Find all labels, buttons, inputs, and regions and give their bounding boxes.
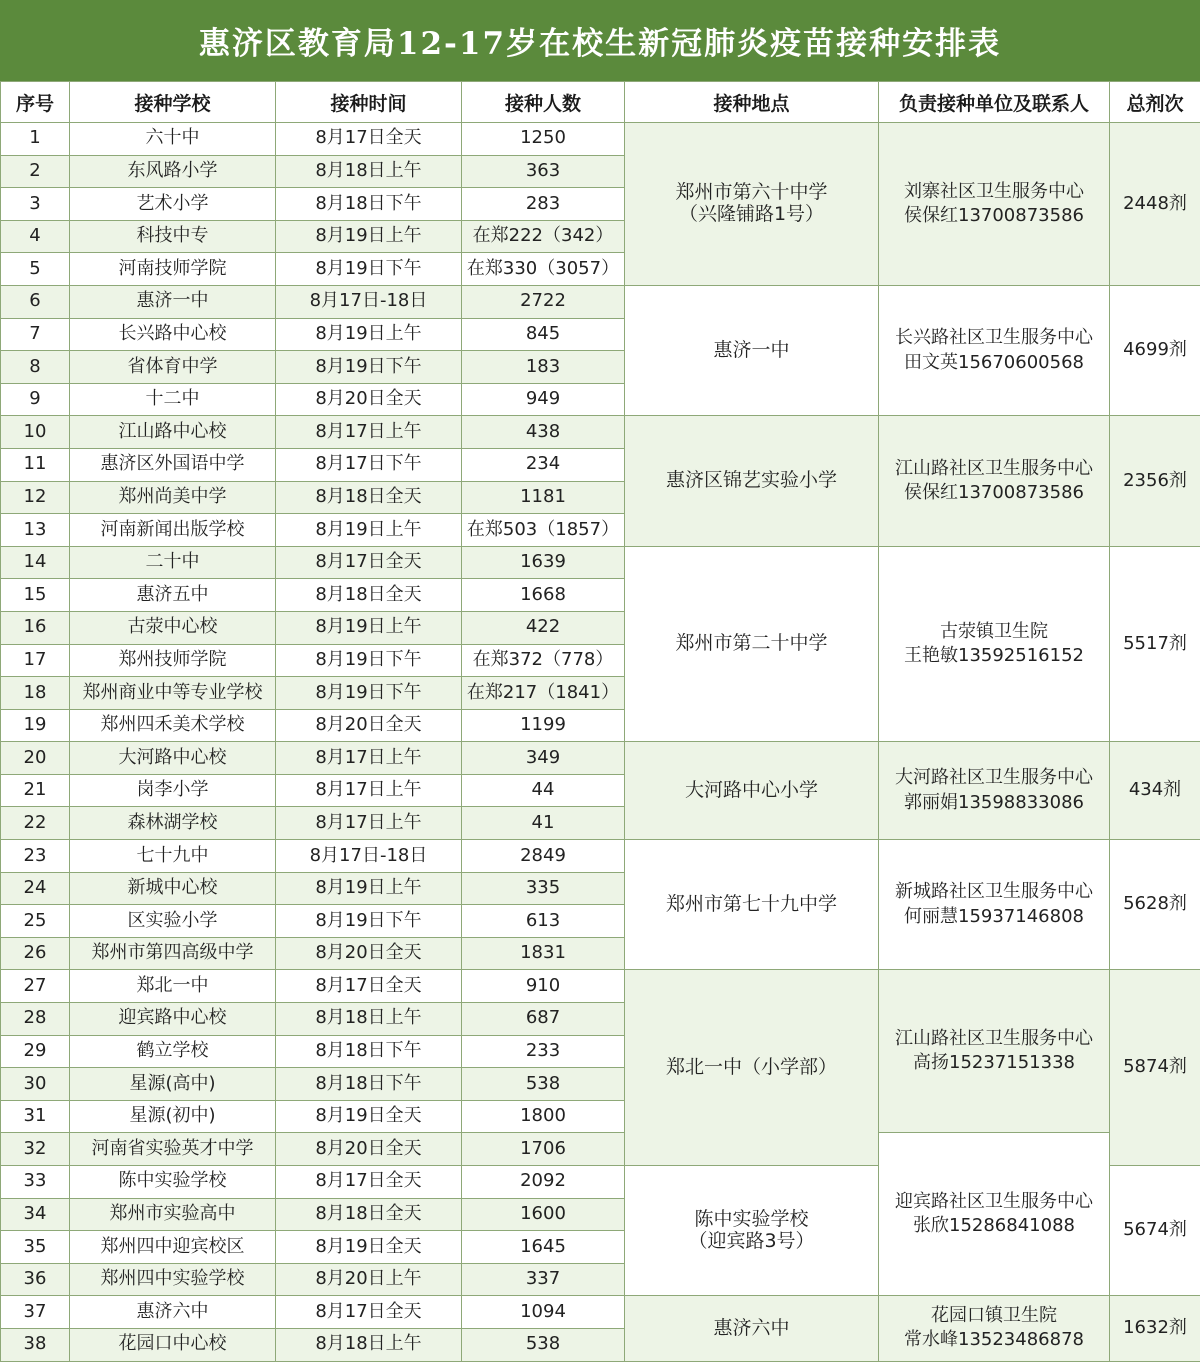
row-number: 22: [1, 807, 70, 840]
unit-contact: 侯保红13700873586: [879, 204, 1109, 228]
header-time: 接种时间: [276, 82, 462, 123]
row-number: 20: [1, 742, 70, 775]
row-time: 8月18日全天: [276, 1198, 462, 1231]
location-cell: [625, 970, 879, 1166]
row-count: 687: [462, 1003, 625, 1036]
total-doses-cell: 5874剂: [1110, 970, 1200, 1166]
row-school: 惠济五中: [70, 579, 276, 612]
unit-name: 江山路社区卫生服务中心: [879, 457, 1109, 481]
row-school: 区实验小学: [70, 905, 276, 938]
total-doses-cell: 1632剂: [1110, 1296, 1200, 1361]
header-row: [1, 82, 1200, 123]
row-number: 31: [1, 1100, 70, 1133]
row-time: 8月17日全天: [276, 546, 462, 579]
location-name: 郑州市第二十中学: [625, 633, 878, 655]
unit-name: 古荥镇卫生院: [879, 620, 1109, 644]
row-time: 8月18日全天: [276, 481, 462, 514]
row-count: 363: [462, 155, 625, 188]
row-school: 郑州商业中等专业学校: [70, 677, 276, 710]
row-number: 32: [1, 1133, 70, 1166]
row-count: 845: [462, 318, 625, 351]
row-time: 8月17日上午: [276, 774, 462, 807]
row-school: 东风路小学: [70, 155, 276, 188]
row-time: 8月18日下午: [276, 1035, 462, 1068]
row-count: 1250: [462, 123, 625, 156]
row-number: 4: [1, 220, 70, 253]
row-time: 8月19日全天: [276, 1231, 462, 1264]
row-count: 1639: [462, 546, 625, 579]
unit-contact: 郭丽娟13598833086: [879, 791, 1109, 815]
location-cell: [625, 1166, 879, 1296]
row-number: 38: [1, 1328, 70, 1361]
unit-contact: 常水峰13523486878: [879, 1328, 1109, 1352]
row-number: 9: [1, 383, 70, 416]
location-name: 郑州市第六十中学: [625, 182, 878, 204]
responsible-unit-cell: [879, 285, 1110, 415]
row-count: 422: [462, 611, 625, 644]
row-school: 郑州尚美中学: [70, 481, 276, 514]
row-number: 35: [1, 1231, 70, 1264]
table-row: [1, 546, 1200, 579]
row-number: 18: [1, 677, 70, 710]
row-number: 3: [1, 188, 70, 221]
location-name: 陈中实验学校: [625, 1209, 878, 1231]
row-time: 8月19日上午: [276, 318, 462, 351]
row-school: 惠济六中: [70, 1296, 276, 1329]
unit-name: 长兴路社区卫生服务中心: [879, 326, 1109, 350]
row-number: 26: [1, 937, 70, 970]
row-number: 12: [1, 481, 70, 514]
unit-contact: 高扬15237151338: [879, 1051, 1109, 1075]
row-school: 江山路中心校: [70, 416, 276, 449]
unit-contact: 田文英15670600568: [879, 351, 1109, 375]
page-title: 惠济区教育局12-17岁在校生新冠肺炎疫苗接种安排表: [0, 0, 1200, 81]
row-count: 1600: [462, 1198, 625, 1231]
row-time: 8月18日上午: [276, 1003, 462, 1036]
row-time: 8月19日下午: [276, 677, 462, 710]
row-time: 8月18日上午: [276, 155, 462, 188]
row-time: 8月17日全天: [276, 1166, 462, 1199]
row-time: 8月20日全天: [276, 383, 462, 416]
row-school: 鹤立学校: [70, 1035, 276, 1068]
row-time: 8月19日下午: [276, 905, 462, 938]
unit-contact: 侯保红13700873586: [879, 481, 1109, 505]
row-school: 省体育中学: [70, 351, 276, 384]
row-school: 六十中: [70, 123, 276, 156]
row-count: 1199: [462, 709, 625, 742]
location-name: 大河路中心小学: [625, 780, 878, 802]
row-school: 河南省实验英才中学: [70, 1133, 276, 1166]
unit-name: 大河路社区卫生服务中心: [879, 766, 1109, 790]
row-time: 8月20日全天: [276, 1133, 462, 1166]
vaccination-schedule-table: [0, 81, 1200, 1362]
table-row: [1, 970, 1200, 1003]
row-school: 郑州市第四高级中学: [70, 937, 276, 970]
location-cell: [625, 1296, 879, 1361]
total-doses-cell: 5517剂: [1110, 546, 1200, 742]
row-time: 8月17日上午: [276, 807, 462, 840]
row-count: 2722: [462, 285, 625, 318]
row-time: 8月19日上午: [276, 611, 462, 644]
row-school: 新城中心校: [70, 872, 276, 905]
row-time: 8月18日全天: [276, 579, 462, 612]
unit-name: 花园口镇卫生院: [879, 1304, 1109, 1328]
header-count: 接种人数: [462, 82, 625, 123]
row-time: 8月17日全天: [276, 970, 462, 1003]
row-number: 29: [1, 1035, 70, 1068]
row-school: 艺术小学: [70, 188, 276, 221]
row-count: 44: [462, 774, 625, 807]
header-school: 接种学校: [70, 82, 276, 123]
row-school: 郑州四中实验学校: [70, 1263, 276, 1296]
location-address: （兴隆铺路1号）: [625, 204, 878, 226]
unit-name: 迎宾路社区卫生服务中心: [879, 1190, 1109, 1214]
total-doses-cell: 5628剂: [1110, 840, 1200, 970]
responsible-unit-cell: [879, 840, 1110, 970]
row-number: 2: [1, 155, 70, 188]
row-time: 8月17日全天: [276, 1296, 462, 1329]
location-cell: [625, 742, 879, 840]
table-row: [1, 840, 1200, 873]
row-school: 郑州四禾美术学校: [70, 709, 276, 742]
row-school: 岗李小学: [70, 774, 276, 807]
row-number: 13: [1, 514, 70, 547]
location-cell: [625, 416, 879, 546]
row-time: 8月17日下午: [276, 448, 462, 481]
responsible-unit-cell: [879, 1133, 1110, 1296]
header-unit: 负责接种单位及联系人: [879, 82, 1110, 123]
row-school: 河南技师学院: [70, 253, 276, 286]
row-school: 古荥中心校: [70, 611, 276, 644]
row-number: 25: [1, 905, 70, 938]
location-name: 惠济区锦艺实验小学: [625, 470, 878, 492]
row-school: 迎宾路中心校: [70, 1003, 276, 1036]
row-school: 郑州四中迎宾校区: [70, 1231, 276, 1264]
row-school: 河南新闻出版学校: [70, 514, 276, 547]
row-count: 613: [462, 905, 625, 938]
row-count: 1668: [462, 579, 625, 612]
row-time: 8月19日下午: [276, 351, 462, 384]
row-number: 19: [1, 709, 70, 742]
row-number: 7: [1, 318, 70, 351]
header-no: 序号: [1, 82, 70, 123]
table-row: [1, 1296, 1200, 1329]
row-count: 在郑503（1857）: [462, 514, 625, 547]
row-number: 8: [1, 351, 70, 384]
row-time: 8月20日上午: [276, 1263, 462, 1296]
responsible-unit-cell: [879, 1296, 1110, 1361]
row-count: 1800: [462, 1100, 625, 1133]
row-number: 14: [1, 546, 70, 579]
row-count: 1831: [462, 937, 625, 970]
row-count: 在郑217（1841）: [462, 677, 625, 710]
row-time: 8月18日上午: [276, 1328, 462, 1361]
row-number: 15: [1, 579, 70, 612]
location-name: 惠济一中: [625, 340, 878, 362]
location-cell: [625, 840, 879, 970]
location-cell: [625, 123, 879, 286]
row-number: 17: [1, 644, 70, 677]
location-cell: [625, 546, 879, 742]
total-doses-cell: 434剂: [1110, 742, 1200, 840]
row-number: 11: [1, 448, 70, 481]
row-count: 910: [462, 970, 625, 1003]
row-number: 5: [1, 253, 70, 286]
row-count: 538: [462, 1068, 625, 1101]
row-school: 星源(高中): [70, 1068, 276, 1101]
row-school: 郑北一中: [70, 970, 276, 1003]
table-row: [1, 1133, 1200, 1166]
row-time: 8月19日下午: [276, 253, 462, 286]
row-count: 949: [462, 383, 625, 416]
header-location: 接种地点: [625, 82, 879, 123]
row-count: 337: [462, 1263, 625, 1296]
row-count: 1645: [462, 1231, 625, 1264]
row-count: 538: [462, 1328, 625, 1361]
header-total: 总剂次: [1110, 82, 1200, 123]
table-row: [1, 285, 1200, 318]
row-number: 30: [1, 1068, 70, 1101]
row-count: 349: [462, 742, 625, 775]
row-time: 8月19日上午: [276, 514, 462, 547]
row-time: 8月18日下午: [276, 1068, 462, 1101]
row-school: 十二中: [70, 383, 276, 416]
row-count: 234: [462, 448, 625, 481]
row-number: 36: [1, 1263, 70, 1296]
row-school: 郑州市实验高中: [70, 1198, 276, 1231]
row-school: 陈中实验学校: [70, 1166, 276, 1199]
row-count: 1706: [462, 1133, 625, 1166]
row-school: 森林湖学校: [70, 807, 276, 840]
row-count: 1094: [462, 1296, 625, 1329]
responsible-unit-cell: [879, 970, 1110, 1133]
row-count: 183: [462, 351, 625, 384]
row-school: 惠济区外国语中学: [70, 448, 276, 481]
row-time: 8月17日上午: [276, 416, 462, 449]
location-address: （迎宾路3号）: [625, 1231, 878, 1253]
total-doses-cell: 4699剂: [1110, 285, 1200, 415]
total-doses-cell: 5674剂: [1110, 1166, 1200, 1296]
row-number: 6: [1, 285, 70, 318]
row-count: 在郑222（342）: [462, 220, 625, 253]
row-count: 2092: [462, 1166, 625, 1199]
responsible-unit-cell: [879, 742, 1110, 840]
unit-name: 江山路社区卫生服务中心: [879, 1027, 1109, 1051]
row-number: 16: [1, 611, 70, 644]
location-cell: [625, 285, 879, 415]
row-school: 科技中专: [70, 220, 276, 253]
row-time: 8月19日全天: [276, 1100, 462, 1133]
table-row: [1, 742, 1200, 775]
row-school: 长兴路中心校: [70, 318, 276, 351]
row-count: 233: [462, 1035, 625, 1068]
responsible-unit-cell: [879, 123, 1110, 286]
row-count: 335: [462, 872, 625, 905]
row-number: 23: [1, 840, 70, 873]
row-number: 10: [1, 416, 70, 449]
row-time: 8月19日上午: [276, 872, 462, 905]
row-time: 8月20日全天: [276, 709, 462, 742]
row-school: 花园口中心校: [70, 1328, 276, 1361]
total-doses-cell: 2356剂: [1110, 416, 1200, 546]
row-number: 34: [1, 1198, 70, 1231]
location-name: 惠济六中: [625, 1318, 878, 1340]
row-number: 33: [1, 1166, 70, 1199]
row-time: 8月17日全天: [276, 123, 462, 156]
row-time: 8月20日全天: [276, 937, 462, 970]
row-count: 283: [462, 188, 625, 221]
row-school: 大河路中心校: [70, 742, 276, 775]
unit-contact: 王艳敏13592516152: [879, 644, 1109, 668]
row-time: 8月19日上午: [276, 220, 462, 253]
location-name: 郑北一中（小学部）: [625, 1057, 878, 1079]
responsible-unit-cell: [879, 416, 1110, 546]
table-row: [1, 123, 1200, 156]
table-row: [1, 416, 1200, 449]
row-count: 2849: [462, 840, 625, 873]
row-school: 星源(初中): [70, 1100, 276, 1133]
unit-name: 新城路社区卫生服务中心: [879, 880, 1109, 904]
row-school: 二十中: [70, 546, 276, 579]
row-count: 438: [462, 416, 625, 449]
row-count: 41: [462, 807, 625, 840]
row-time: 8月17日上午: [276, 742, 462, 775]
unit-contact: 何丽慧15937146808: [879, 905, 1109, 929]
responsible-unit-cell: [879, 546, 1110, 742]
row-number: 21: [1, 774, 70, 807]
row-count: 在郑330（3057）: [462, 253, 625, 286]
row-school: 郑州技师学院: [70, 644, 276, 677]
row-number: 27: [1, 970, 70, 1003]
row-number: 1: [1, 123, 70, 156]
row-number: 28: [1, 1003, 70, 1036]
location-name: 郑州市第七十九中学: [625, 894, 878, 916]
row-number: 24: [1, 872, 70, 905]
row-count: 在郑372（778）: [462, 644, 625, 677]
row-number: 37: [1, 1296, 70, 1329]
unit-name: 刘寨社区卫生服务中心: [879, 180, 1109, 204]
row-time: 8月19日下午: [276, 644, 462, 677]
total-doses-cell: 2448剂: [1110, 123, 1200, 286]
row-school: 七十九中: [70, 840, 276, 873]
unit-contact: 张欣15286841088: [879, 1214, 1109, 1238]
row-time: 8月18日下午: [276, 188, 462, 221]
row-time: 8月17日-18日: [276, 285, 462, 318]
row-time: 8月17日-18日: [276, 840, 462, 873]
row-count: 1181: [462, 481, 625, 514]
row-school: 惠济一中: [70, 285, 276, 318]
